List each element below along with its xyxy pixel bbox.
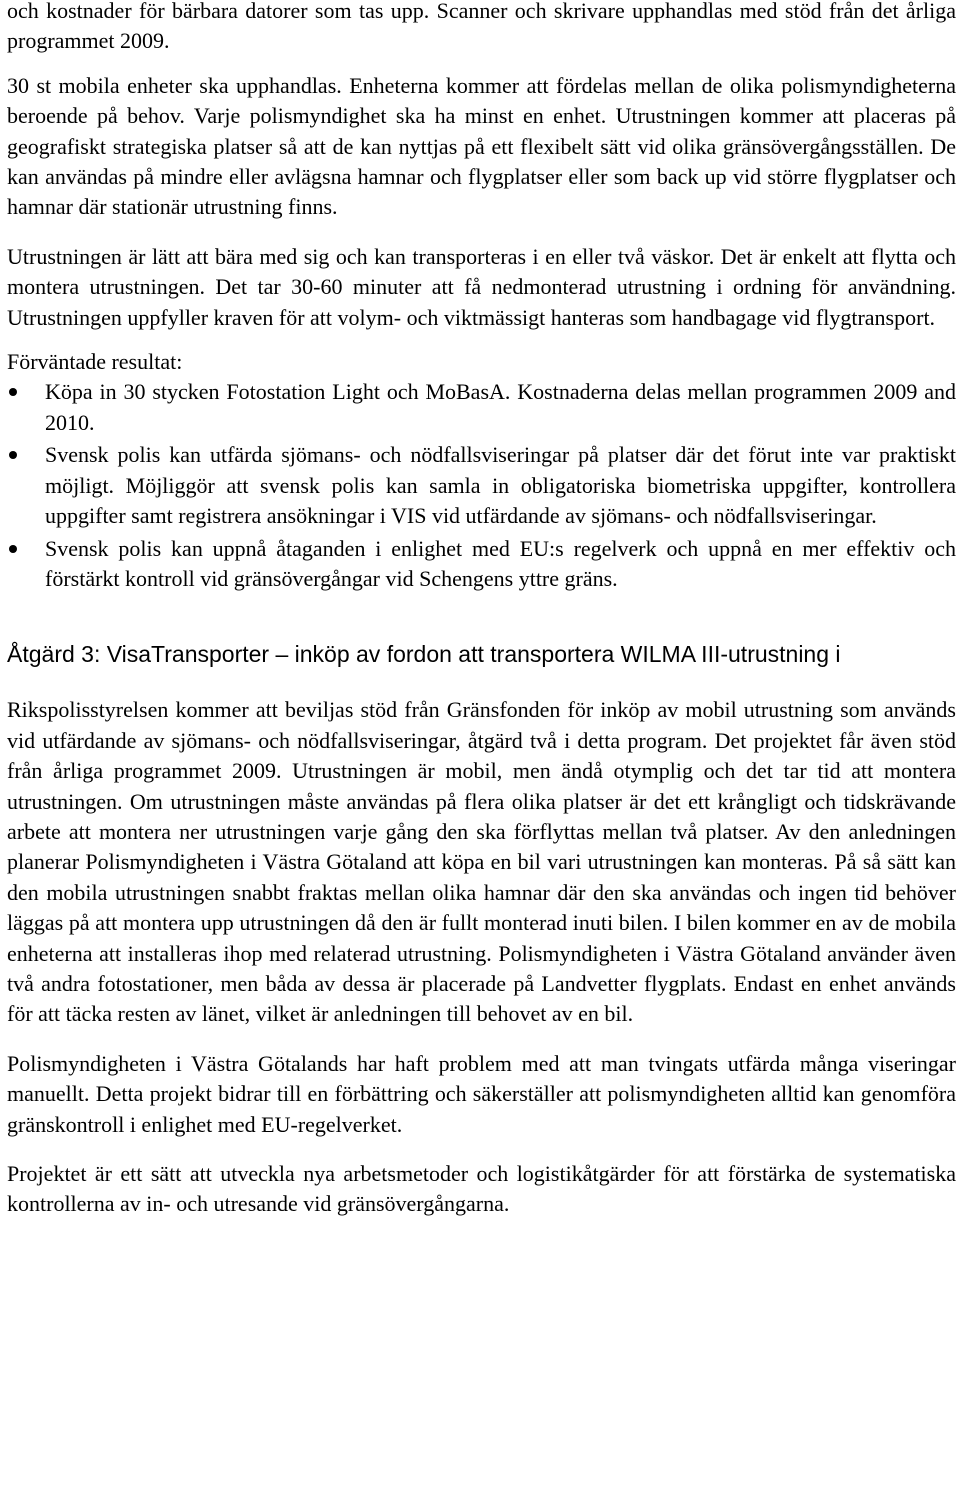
results-list-item xyxy=(7,440,956,531)
intro-paragraph-3: Utrustningen är lätt att bära med sig och kan transporteras i en eller två väskor. Det är enkelt att flytta och montera utrustningen. Det tar 30-60 minuter att få nedmonterad utrustning i ordning för användning. Utrustningen uppfyller kraven för att volym- och viktmässigt hanteras som handbagage vid flygtransport. xyxy=(7,243,956,330)
spacer xyxy=(7,669,956,695)
results-list xyxy=(7,377,956,594)
bullet-icon xyxy=(9,545,17,553)
spacer xyxy=(7,333,956,347)
spacer xyxy=(7,594,956,639)
bullet-icon xyxy=(9,388,17,396)
spacer xyxy=(7,57,956,71)
spacer xyxy=(7,1140,956,1159)
results-item-text: Svensk polis kan utfärda sjömans- och nödfallsviseringar på platser där det förut inte var praktiskt möjligt. Möjliggör att svensk polis kan samla in obligatoriska biometriska uppgifter, kontrollera uppgifter samt registrera ansökningar i VIS vid utfärdande av sjömans- och nödfallsviseringar. xyxy=(45,442,956,529)
section-heading: Åtgärd 3: VisaTransporter – inköp av fordon att transportera WILMA III-utrustning i xyxy=(7,641,841,668)
spacer xyxy=(7,223,956,242)
section-paragraph-1: Rikspolisstyrelsen kommer att beviljas stöd från Gränsfonden för inköp av mobil utrustning som används vid utfärdande av sjömans- och nödfallsviseringar, åtgärd två i detta program. Det projektet får även stöd från årliga programmet 2009. Utrustningen är mobil, men ändå otymplig och det tar tid att montera utrustningen. Om utrustningen måste användas på flera olika platser är det ett krångligt och tidskrävande arbete att montera ner utrustningen varje gång den ska förflyttas mellan två platser. Av den anledningen planerar Polismyndigheten i Västra Götaland att köpa en bil vari utrustningen kan monteras. På så sätt kan den mobila utrustningen snabbt fraktas mellan olika hamnar där den ska användas och ingen tid behöver läggas på att montera upp utrustningen då den är fullt monterad inuti bilen. I bilen kommer en av de mobila enheterna att installeras ihop med relaterad utrustning. Polismyndigheten i Västra Götaland använder även två andra fotostationer, men båda av dessa är placerade på Landvetter flygplats. Endast en enhet används för att täcka resten av länet, vilket är anledningen till behovet av en bil. xyxy=(7,697,956,1027)
section-paragraph-3: Projektet är ett sätt att utveckla nya arbetsmetoder och logistikåtgärder för att förstärka de systematiska kontrollerna av in- och utresande vid gränsövergångarna. xyxy=(7,1161,956,1217)
results-list-item xyxy=(7,377,956,438)
results-item-text: Svensk polis kan uppnå åtaganden i enlighet med EU:s regelverk och uppnå en mer effektiv och förstärkt kontroll vid gränsövergångar vid Schengens yttre gräns. xyxy=(45,535,956,591)
section-paragraph-2: Polismyndigheten i Västra Götalands har haft problem med att man tvingats utfärda många viseringar manuellt. Detta projekt bidrar till en förbättring och säkerställer att polismyndigheten alltid kan genomföra gränskontroll i enlighet med EU-regelverket. xyxy=(7,1050,956,1137)
results-list-item xyxy=(7,534,956,595)
intro-paragraph-2: 30 st mobila enheter ska upphandlas. Enheterna kommer att fördelas mellan de olika polismyndigheterna beroende på behov. Varje polismyndighet ska ha minst en enhet. Utrustningen kommer att placeras på geografiskt strategiska platser så att de kan nyttjas på ett flexibelt sätt vid olika gränsövergångsställen. De kan användas på mindre eller avlägsna hamnar och flygplatser eller som back up vid större flygplatser och hamnar där stationär utrustning finns. xyxy=(7,72,956,220)
results-item-text: Köpa in 30 stycken Fotostation Light och MoBasA. Kostnaderna delas mellan programmen 2009 and 2010. xyxy=(45,379,956,435)
results-label: Förväntade resultat: xyxy=(7,349,183,375)
intro-paragraph-1: och kostnader för bärbara datorer som tas upp. Scanner och skrivare upphandlas med stöd från det årliga programmet 2009. xyxy=(7,0,956,54)
spacer xyxy=(7,1030,956,1049)
bullet-icon xyxy=(9,451,17,459)
